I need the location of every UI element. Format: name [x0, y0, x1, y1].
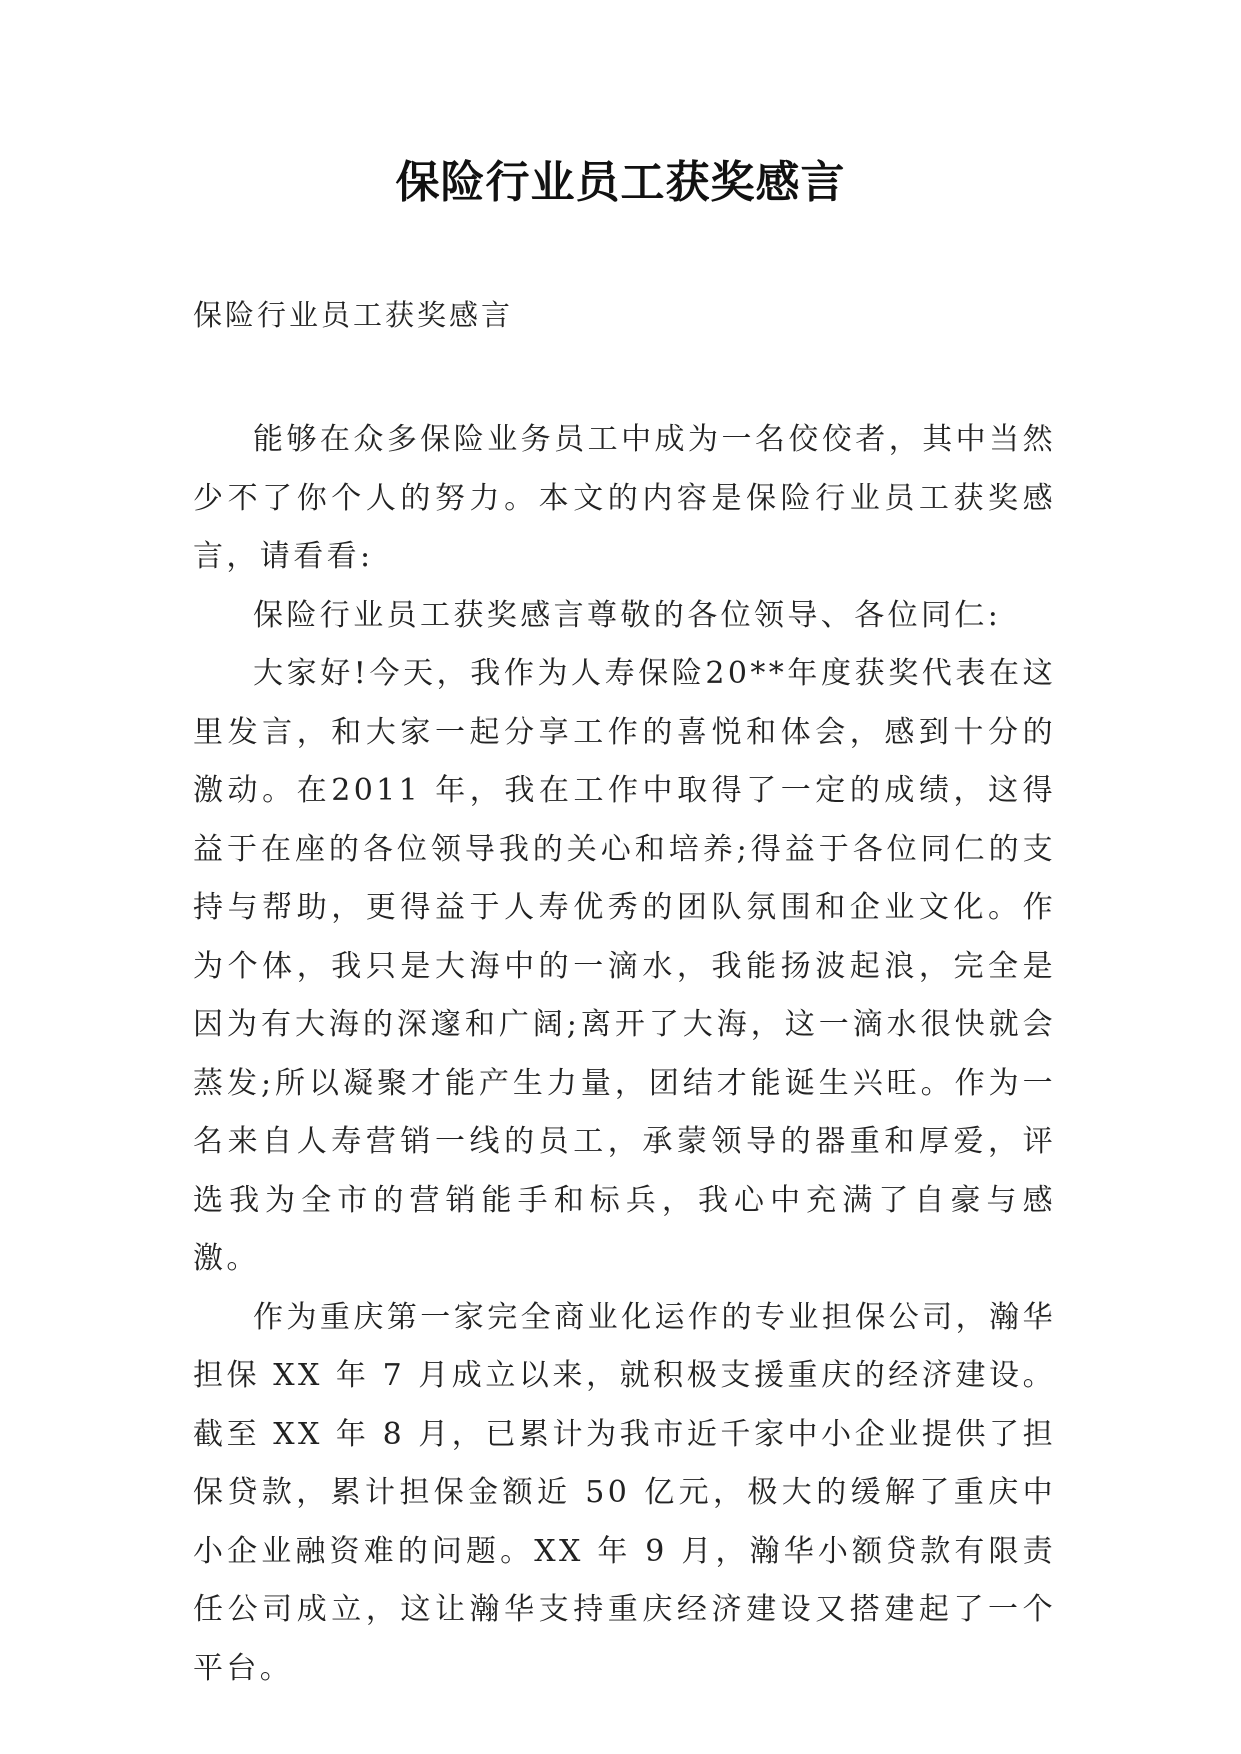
paragraph-salutation: 保险行业员工获奖感言尊敬的各位领导、各位同仁:	[253, 597, 1002, 633]
document-title: 保险行业员工获奖感言	[395, 157, 846, 208]
paragraph-company: 作为重庆第一家完全商业化运作的专业担保公司，瀚华担保 XX 年 7 月成立以来，就积极支援重庆的经济建设。截至 XX 年 8 月，已累计为我市近千家中小企业提供了担保贷款，累计担保金额近 50 亿元，极大的缓解了重庆中小企业融资难的问题。XX 年 9 月，瀚华小额贷款有限责任公司成立，这让瀚华支持重庆经济建设又搭建起了一个平台。	[193, 1299, 1056, 1686]
paragraph-intro: 能够在众多保险业务员工中成为一名佼佼者，其中当然少不了你个人的努力。本文的内容是保险行业员工获奖感言，请看看:	[193, 422, 1056, 574]
document-body	[193, 411, 1056, 1698]
paragraph-speech: 大家好!今天，我作为人寿保险20**年度获奖代表在这里发言，和大家一起分享工作的喜悦和体会，感到十分的激动。在2011 年，我在工作中取得了一定的成绩，这得益于在座的各位领导我的关心和培养;得益于各位同仁的支持与帮助，更得益于人寿优秀的团队氛围和企业文化。作为个体，我只是大海中的一滴水，我能扬波起浪，完全是因为有大海的深邃和广阔;离开了大海，这一滴水很快就会蒸发;所以凝聚才能产生力量，团结才能诞生兴旺。作为一名来自人寿营销一线的员工，承蒙领导的器重和厚爱，评选我为全市的营销能手和标兵，我心中充满了自豪与感激。	[193, 656, 1056, 1276]
document-subtitle: 保险行业员工获奖感言	[193, 298, 514, 332]
